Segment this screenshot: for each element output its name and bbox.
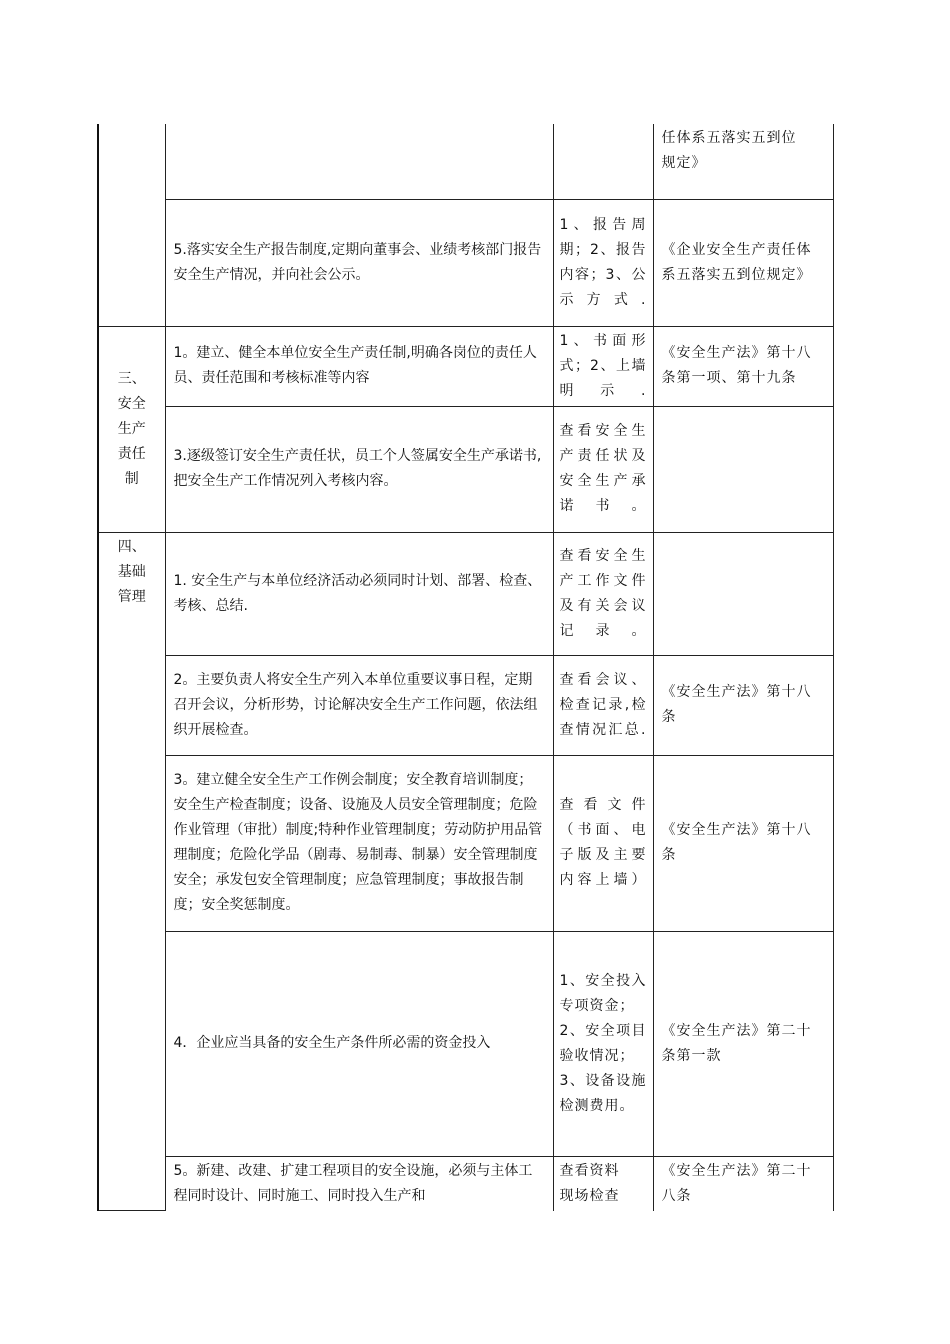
method-cell: 1、书面形式；2、上墙明示. xyxy=(553,326,653,406)
table-row xyxy=(98,532,833,655)
basis-cell xyxy=(653,406,833,532)
basis-cell: 《安全生产法》第十八条 xyxy=(653,755,833,931)
requirement-cell: 5。新建、改建、扩建工程项目的安全设施，必须与主体工程同时设计、同时施工、同时投入生产和 xyxy=(165,1156,553,1211)
requirement-cell: 1. 安全生产与本单位经济活动必须同时计划、部署、检查、考核、总结. xyxy=(165,532,553,655)
method-cell: 查看资料 现场检查 xyxy=(553,1156,653,1211)
requirement-cell: 3。建立健全安全生产工作例会制度；安全教育培训制度；安全生产检查制度；设备、设施及人员安全管理制度；危险作业管理（审批）制度;特种作业管理制度；劳动防护用品管理制度；危险化学品（剧毒、易制毒、制暴）安全管理制度安全；承发包安全管理制度；应急管理制度；事故报告制度；安全奖惩制度。 xyxy=(165,755,553,931)
requirement-cell xyxy=(165,124,553,199)
requirement-cell: 4．企业应当具备的安全生产条件所必需的资金投入 xyxy=(165,931,553,1156)
table-row xyxy=(98,931,833,1156)
method-cell: 1、报告周期；2、报告内容；3、公示方式. xyxy=(553,199,653,326)
table-row xyxy=(98,199,833,326)
requirement-cell: 2。主要负责人将安全生产列入本单位重要议事日程，定期召开会议，分析形势，讨论解决安全生产工作问题，依法组织开展检查。 xyxy=(165,655,553,755)
requirement-cell: 1。建立、健全本单位安全生产责任制,明确各岗位的责任人员、责任范围和考核标准等内容 xyxy=(165,326,553,406)
table-row xyxy=(98,1156,833,1211)
method-cell: 查看安全生产工作文件及有关会议记录。 xyxy=(553,532,653,655)
method-cell: 查看会议、检查记录,检查情况汇总. xyxy=(553,655,653,755)
safety-inspection-table xyxy=(97,124,834,1211)
basis-cell: 《安全生产法》第十八条 xyxy=(653,655,833,755)
table-row xyxy=(98,406,833,532)
category-cell xyxy=(98,124,165,326)
basis-cell: 《安全生产法》第十八条第一项、第十九条 xyxy=(653,326,833,406)
category-cell: 四、 基础 管理 xyxy=(98,532,165,1211)
category-cell: 三、 安全 生产 责任 制 xyxy=(98,326,165,532)
table-row xyxy=(98,326,833,406)
table-row xyxy=(98,655,833,755)
method-cell xyxy=(553,124,653,199)
requirement-cell: 3.逐级签订安全生产责任状，员工个人签属安全生产承诺书,把安全生产工作情况列入考核内容。 xyxy=(165,406,553,532)
basis-cell: 《安全生产法》第二十条第一款 xyxy=(653,931,833,1156)
basis-cell xyxy=(653,532,833,655)
basis-cell: 《安全生产法》第二十八条 xyxy=(653,1156,833,1211)
basis-cell: 《企业安全生产责任体系五落实五到位规定》 xyxy=(653,199,833,326)
requirement-cell: 5.落实安全生产报告制度,定期向董事会、业绩考核部门报告安全生产情况，并向社会公示。 xyxy=(165,199,553,326)
method-cell: 查看文件（书面、电子版及主要内容上墙） xyxy=(553,755,653,931)
basis-cell: 任体系五落实五到位 规定》 xyxy=(653,124,833,199)
table-row xyxy=(98,124,833,199)
table-row xyxy=(98,755,833,931)
method-cell: 1、安全投入专项资金； 2、安全项目验收情况； 3、设备设施检测费用。 xyxy=(553,931,653,1156)
method-cell: 查看安全生产责任状及安全生产承诺书。 xyxy=(553,406,653,532)
